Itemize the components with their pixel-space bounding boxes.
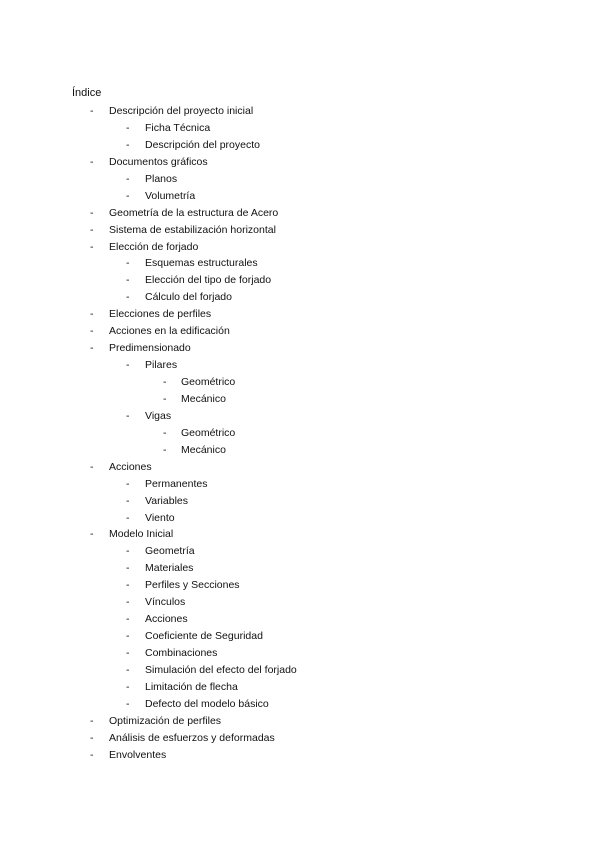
toc-item-text: Análisis de esfuerzos y deformadas xyxy=(109,731,275,744)
toc-item-text: Descripción del proyecto xyxy=(145,138,260,151)
bullet-dash: - xyxy=(126,291,130,304)
toc-item-text: Ficha Técnica xyxy=(145,121,211,134)
bullet-dash: - xyxy=(90,460,94,473)
bullet-dash: - xyxy=(126,494,130,507)
toc-item-text: Sistema de estabilización horizontal xyxy=(109,223,276,236)
toc-item-text: Documentos gráficos xyxy=(109,155,208,168)
bullet-dash: - xyxy=(126,647,130,659)
toc-item-text: Optimización de perfiles xyxy=(109,714,222,727)
bullet-dash: - xyxy=(126,511,130,524)
bullet-dash: - xyxy=(126,257,130,270)
bullet-dash: - xyxy=(163,376,167,388)
bullet-dash: - xyxy=(90,240,94,253)
toc-item-text: Perfiles y Secciones xyxy=(145,579,240,592)
bullet-dash: - xyxy=(90,105,94,117)
toc-item-text: Mecánico xyxy=(181,392,226,405)
toc-item-text: Volumetría xyxy=(145,189,196,202)
bullet-dash: - xyxy=(126,579,130,592)
bullet-dash: - xyxy=(163,426,167,439)
bullet-dash: - xyxy=(126,189,130,202)
bullet-dash: - xyxy=(90,308,94,321)
toc-item-text: Viento xyxy=(145,511,175,524)
bullet-dash: - xyxy=(126,477,130,490)
toc-item-text: Planos xyxy=(145,172,178,185)
bullet-dash: - xyxy=(126,274,130,287)
bullet-dash: - xyxy=(163,443,167,456)
bullet-dash: - xyxy=(126,138,130,151)
toc-item-text: Geometría de la estructura de Acero xyxy=(109,206,279,219)
toc-item-text: Elecciones de perfiles xyxy=(109,308,212,321)
bullet-dash: - xyxy=(90,731,94,744)
bullet-dash: - xyxy=(126,680,130,693)
toc-item-text: Pilares xyxy=(145,359,178,372)
bullet-dash: - xyxy=(90,342,94,355)
toc-item-text: Geométrico xyxy=(181,376,236,388)
bullet-dash: - xyxy=(126,663,130,676)
bullet-dash: - xyxy=(90,714,94,727)
bullet-dash: - xyxy=(163,392,167,405)
bullet-dash: - xyxy=(90,223,94,236)
toc-item-text: Materiales xyxy=(145,562,194,575)
bullet-dash: - xyxy=(126,697,130,710)
toc-item-text: Vigas xyxy=(145,409,172,422)
bullet-dash: - xyxy=(126,613,130,626)
toc-item-text: Geometría xyxy=(145,545,195,558)
bullet-dash: - xyxy=(126,409,130,422)
bullet-dash: - xyxy=(90,748,94,761)
toc-item-text: Mecánico xyxy=(181,443,226,456)
bullet-dash: - xyxy=(126,596,130,609)
toc-item-text: Simulación del efecto del forjado xyxy=(145,663,297,676)
toc-item-text: Variables xyxy=(145,494,188,507)
toc-item-text: Elección de forjado xyxy=(109,240,199,253)
toc-item-text: Envolventes xyxy=(109,748,167,761)
toc-item-text: Cálculo del forjado xyxy=(145,291,232,304)
bullet-dash: - xyxy=(90,528,94,541)
index-title: Índice xyxy=(72,87,102,99)
toc-item-text: Vínculos xyxy=(145,596,186,609)
toc-item-text: Elección del tipo de forjado xyxy=(145,274,272,287)
toc-item-text: Acciones en la edificación xyxy=(109,325,230,338)
bullet-dash: - xyxy=(126,630,130,643)
toc-item-text: Coeficiente de Seguridad xyxy=(145,630,263,643)
toc-item-text: Combinaciones xyxy=(145,647,218,659)
toc-item-text: Geométrico xyxy=(181,426,236,439)
toc-item-text: Esquemas estructurales xyxy=(145,257,258,270)
toc-item-text: Defecto del modelo básico xyxy=(145,697,269,710)
bullet-dash: - xyxy=(126,172,130,185)
toc-item-text: Limitación de flecha xyxy=(145,680,238,693)
bullet-dash: - xyxy=(126,545,130,558)
bullet-dash: - xyxy=(90,155,94,168)
bullet-dash: - xyxy=(90,325,94,338)
toc-item-text: Permanentes xyxy=(145,477,208,490)
toc-item-text: Acciones xyxy=(145,613,188,626)
toc-item-text: Descripción del proyecto inicial xyxy=(109,105,254,117)
toc-item-text: Modelo Inicial xyxy=(109,528,174,541)
bullet-dash: - xyxy=(126,359,130,372)
bullet-dash: - xyxy=(126,121,130,134)
toc-item-text: Predimensionado xyxy=(109,342,191,355)
bullet-dash: - xyxy=(90,206,94,219)
bullet-dash: - xyxy=(126,562,130,575)
toc-item-text: Acciones xyxy=(109,460,152,473)
